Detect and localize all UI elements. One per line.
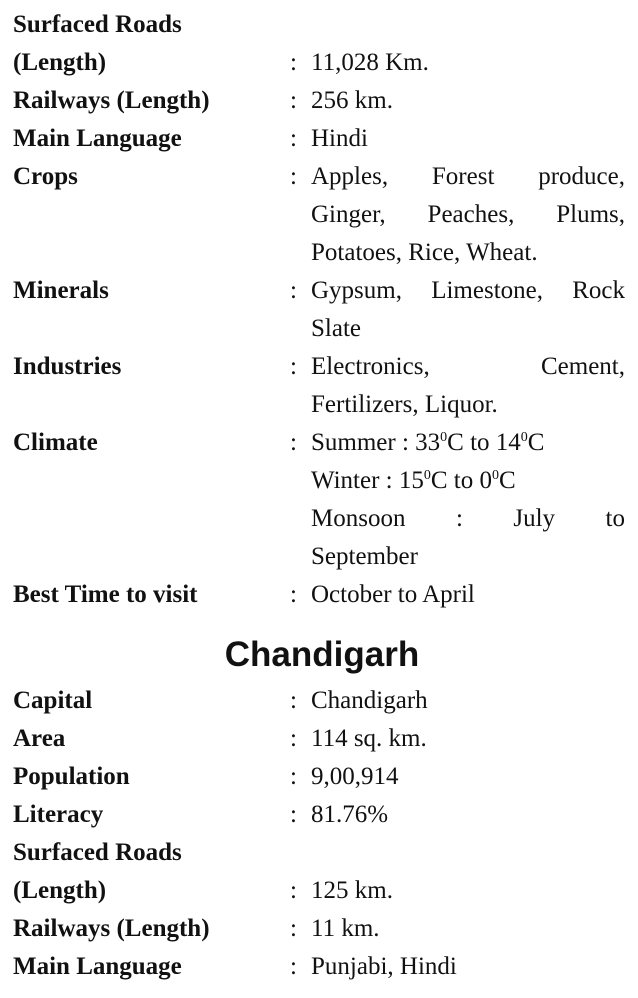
crops-line: Apples, Forest produce, [311,163,625,190]
climate-winter-mid: C to 0 [430,467,492,494]
minerals-line: Gypsum, Limestone, Rock [311,277,625,304]
surfaced-roads-value-2: 125 km. [311,877,393,904]
degree-superscript: 0 [491,468,499,483]
section-heading-chandigarh: Chandigarh [224,635,420,674]
separator-colon: : [290,687,297,714]
separator-colon: : [290,49,297,76]
climate-winter-suffix: C [498,467,516,494]
area-row [13,720,625,758]
railways-label-2: Railways (Length) [13,915,210,942]
degree-superscript: 0 [423,468,431,483]
best-time-row [13,576,625,614]
industries-value [311,348,625,424]
separator-colon: : [290,763,297,790]
minerals-line: Slate [311,315,361,342]
crops-row [13,158,625,272]
climate-monsoon-line2: September [311,543,418,570]
language-row-2 [13,948,625,986]
surfaced-roads-label-2: Surfaced Roads [13,839,182,866]
industries-label: Industries [13,353,122,380]
climate-row [13,424,625,576]
separator-colon: : [290,353,297,380]
area-value: 114 sq. km. [311,725,427,752]
crops-value [311,158,625,272]
surfaced-roads-row [13,44,625,82]
surfaced-roads-value: 11,028 Km. [311,49,429,76]
climate-label: Climate [13,429,98,456]
separator-colon: : [290,429,297,456]
language-label-2: Main Language [13,953,182,980]
separator-colon: : [290,87,297,114]
separator-colon: : [290,125,297,152]
climate-summer-prefix: Summer : 33 [311,429,441,456]
crops-line: Potatoes, Rice, Wheat. [311,239,538,266]
degree-superscript: 0 [520,430,528,445]
literacy-value: 81.76% [311,801,389,828]
separator-colon: : [290,801,297,828]
separator-colon: : [290,877,297,904]
minerals-value [311,272,625,348]
climate-value [311,424,625,576]
surfaced-roads-length-label: (Length) [13,49,107,76]
climate-winter-prefix: Winter : 15 [311,467,424,494]
surfaced-roads-row-heading-2 [13,834,625,872]
climate-summer-line [311,424,625,462]
population-value: 9,00,914 [311,763,399,790]
capital-label: Capital [13,687,93,714]
crops-label: Crops [13,163,78,190]
language-value-2: Punjabi, Hindi [311,953,457,980]
railways-value: 256 km. [311,87,393,114]
best-time-value: October to April [311,581,475,608]
minerals-row [13,272,625,348]
surfaced-roads-length-label-2: (Length) [13,877,107,904]
literacy-row [13,796,625,834]
capital-value: Chandigarh [311,687,428,714]
railways-label: Railways (Length) [13,87,210,114]
minerals-label: Minerals [13,277,109,304]
degree-superscript: 0 [440,430,448,445]
railways-value-2: 11 km. [311,915,380,942]
industries-line: Fertilizers, Liquor. [311,391,498,418]
railways-row [13,82,625,120]
capital-row [13,682,625,720]
area-label: Area [13,725,66,752]
language-row [13,120,625,158]
separator-colon: : [290,277,297,304]
crops-line: Ginger, Peaches, Plums, [311,201,625,228]
population-label: Population [13,763,130,790]
separator-colon: : [290,725,297,752]
railways-row-2 [13,910,625,948]
separator-colon: : [290,953,297,980]
surfaced-roads-label: Surfaced Roads [13,11,182,38]
literacy-label: Literacy [13,801,104,828]
climate-summer-mid: C to 14 [447,429,521,456]
climate-winter-line [311,462,625,500]
industries-row [13,348,625,424]
separator-colon: : [290,915,297,942]
climate-monsoon-line: Monsoon : July to [311,505,625,532]
language-value: Hindi [311,125,368,152]
separator-colon: : [290,163,297,190]
surfaced-roads-row-heading [13,6,625,44]
population-row [13,758,625,796]
industries-line: Electronics, Cement, [311,353,625,380]
surfaced-roads-row-2 [13,872,625,910]
language-label: Main Language [13,125,182,152]
climate-summer-suffix: C [527,429,545,456]
separator-colon: : [290,581,297,608]
document-page [13,6,625,986]
best-time-label: Best Time to visit [13,581,198,608]
